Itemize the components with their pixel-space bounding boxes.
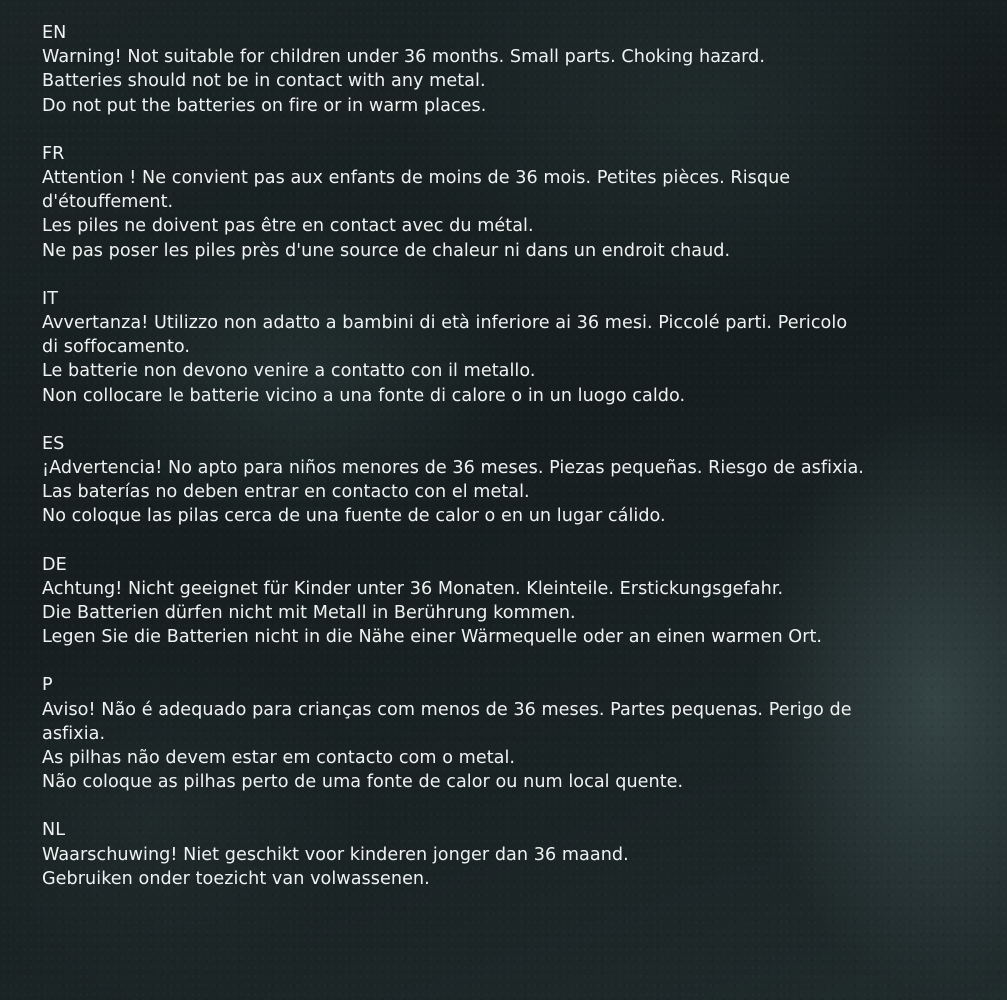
warning-line: Las baterías no deben entrar en contacto con el metal. (42, 482, 530, 503)
warning-line: Ne pas poser les piles près d'une source de chaleur ni dans un endroit chaud. (42, 240, 731, 261)
language-code: FR (42, 143, 65, 164)
section-en (42, 21, 987, 118)
warning-line: Le batterie non devono venire a contatto con il metallo. (42, 361, 536, 382)
warning-line: Les piles ne doivent pas être en contact avec du métal. (42, 216, 534, 237)
warning-line: Avvertanza! Utilizzo non adatto a bambini di età inferiore ai 36 mesi. Piccolé parti. Pericolo (42, 313, 848, 334)
section-fr (42, 142, 987, 263)
warning-line: Não coloque as pilhas perto de uma fonte de calor ou num local quente. (42, 772, 684, 793)
section-de (42, 553, 987, 650)
section-es (42, 432, 987, 529)
warning-line: Aviso! Não é adequado para crianças com menos de 36 meses. Partes pequenas. Perigo de (42, 699, 852, 720)
section-it (42, 287, 987, 408)
language-code: NL (42, 820, 66, 841)
warning-line: Non collocare le batterie vicino a una fonte di calore o in un luogo caldo. (42, 385, 686, 406)
language-code: EN (42, 23, 67, 43)
section-nl (42, 818, 987, 891)
warning-line: ¡Advertencia! No apto para niños menores de 36 meses. Piezas pequeñas. Riesgo de asfixia. (42, 458, 864, 479)
warning-line: As pilhas não devem estar em contacto com o metal. (42, 748, 516, 769)
safety-warnings (42, 21, 987, 915)
warning-line: No coloque las pilas cerca de una fuente de calor o en un lugar cálido. (42, 506, 666, 527)
warning-line: Waarschuwing! Niet geschikt voor kinderen jonger dan 36 maand. (42, 844, 629, 865)
warning-line: Legen Sie die Batterien nicht in die Nähe einer Wärmequelle oder an einen warmen Ort. (42, 627, 823, 648)
warning-line: Achtung! Nicht geeignet für Kinder unter 36 Monaten. Kleinteile. Erstickungsgefahr. (42, 578, 784, 599)
warning-line: asfixia. (42, 723, 106, 744)
warning-line: di soffocamento. (42, 337, 191, 358)
warning-line: d'étouffement. (42, 192, 174, 213)
language-code: IT (42, 288, 59, 309)
warning-line: Warning! Not suitable for children under 36 months. Small parts. Choking hazard. (42, 47, 765, 68)
warning-line: Gebruiken onder toezicht van volwassenen. (42, 868, 430, 889)
warning-line: Do not put the batteries on fire or in warm places. (42, 95, 487, 116)
language-code: P (42, 675, 53, 696)
language-code: ES (42, 433, 65, 454)
language-code: DE (42, 554, 67, 575)
warning-line: Die Batterien dürfen nicht mit Metall in Berührung kommen. (42, 603, 576, 624)
warning-line: Batteries should not be in contact with any metal. (42, 71, 486, 92)
warning-line: Attention ! Ne convient pas aux enfants de moins de 36 mois. Petites pièces. Risque (42, 168, 791, 189)
section-pt (42, 673, 987, 794)
